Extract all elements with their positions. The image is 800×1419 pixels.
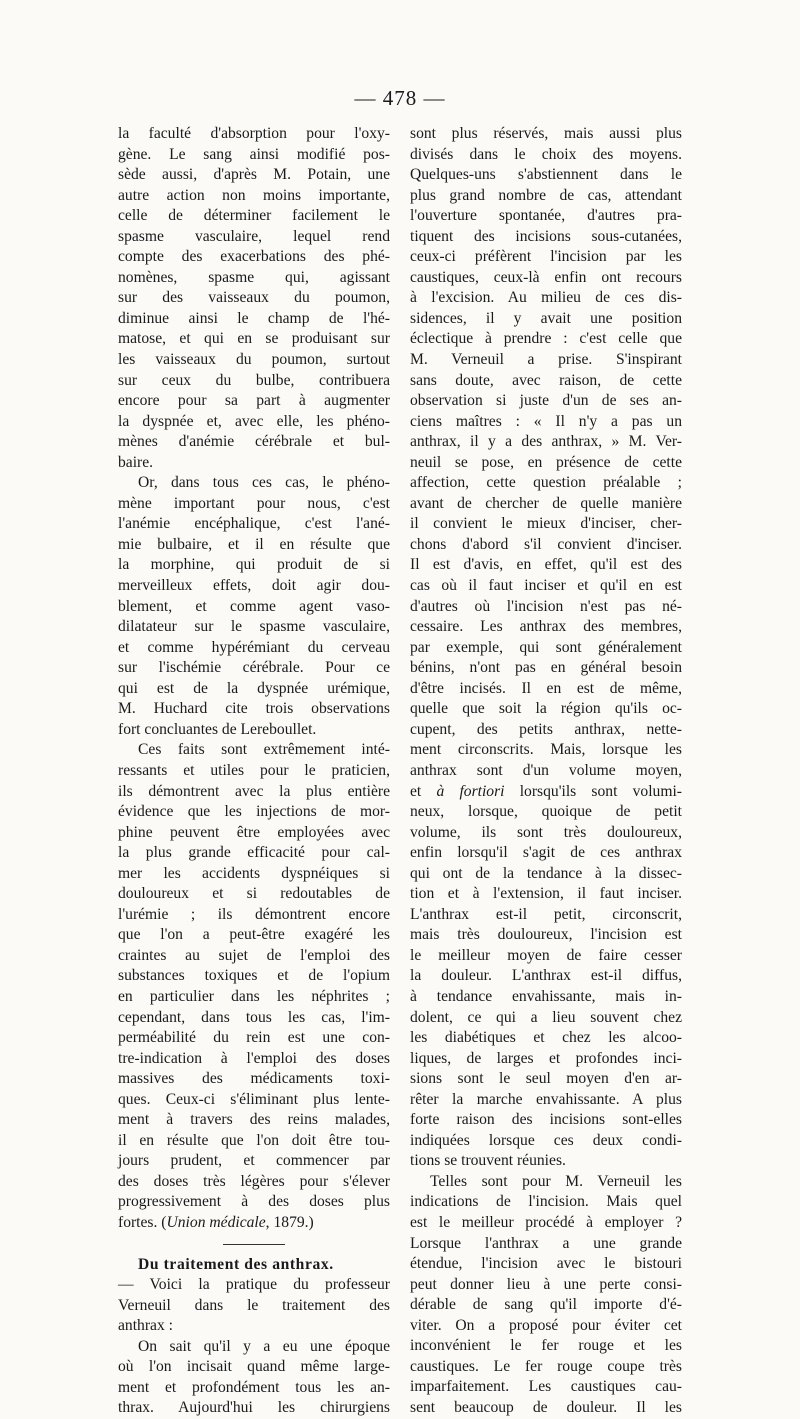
- text-line: anthrax, il y a des anthrax, » M. Ver-: [410, 433, 682, 451]
- text-line: quelle que soit la région qu'ils oc-: [410, 700, 682, 718]
- text-line: M. Huchard cite trois observations: [118, 700, 390, 718]
- text-line: l'urémie ; ils démontrent encore: [118, 905, 390, 923]
- text-line: par exemple, qui sont généralement: [410, 638, 682, 656]
- text-line: la morphine, qui produit de si: [118, 556, 390, 574]
- paragraph: [118, 124, 390, 473]
- section-divider: [223, 1244, 285, 1245]
- text-line: la dyspnée et, avec elle, les phéno-: [118, 412, 390, 430]
- text-line: anthrax sont d'un volume moyen,: [410, 761, 682, 779]
- text-line: et à fortiori lorsqu'ils sont volumi-: [410, 782, 682, 800]
- text-line: tiquent des incisions sous-cutanées,: [410, 227, 682, 245]
- paragraph: [118, 740, 390, 1213]
- text-line: neux, lorsque, quoique de petit: [410, 803, 682, 821]
- text-line: la plus grande efficacité pour cal-: [118, 844, 390, 862]
- text-line: mer les accidents dyspnéiques si: [118, 864, 390, 882]
- text-line: Il est d'avis, en effet, qu'il est des: [410, 556, 682, 574]
- text-line: observation si juste d'un de ses an-: [410, 392, 682, 410]
- page-number: — 478 —: [354, 86, 446, 110]
- text-line: perméabilité du rein est une con-: [118, 1029, 390, 1047]
- paragraph: [118, 473, 390, 740]
- text-line: cessaire. Les anthrax des membres,: [410, 618, 682, 636]
- text-line: tions se trouvent réunies.: [410, 1152, 566, 1170]
- text-line: diminue ainsi le champ de l'hé-: [118, 309, 390, 327]
- text-line: Lorsque l'anthrax a une grande: [410, 1234, 682, 1252]
- text-line: compte des exacerbations des phé-: [118, 248, 390, 266]
- text-line: à tendance envahissante, mais in-: [410, 987, 682, 1005]
- text-line: qui est de la dyspnée urémique,: [118, 679, 390, 697]
- text-line: matose, et qui en se produisant sur: [118, 330, 390, 348]
- text-line: d'autres où l'incision n'est pas né-: [410, 597, 682, 615]
- text-line: peut donner lieu à une perte consi-: [410, 1275, 682, 1293]
- text-line: craintes au sujet de l'emploi des: [118, 946, 390, 964]
- text-line: il en résulte que l'on doit être tou-: [118, 1131, 390, 1149]
- text-line: étendue, l'incision avec le bistouri: [410, 1255, 682, 1273]
- text-line: à l'excision. Au milieu de ces dis-: [410, 289, 682, 307]
- text-line: la douleur. L'anthrax est-il diffus,: [410, 967, 682, 985]
- text-line: indications de l'incision. Mais quel: [410, 1193, 682, 1211]
- text-line: autre action non moins importante,: [118, 186, 390, 204]
- text-line: sède aussi, d'après M. Potain, une: [118, 166, 390, 184]
- text-line: cependant, dans tous les cas, l'im-: [118, 1008, 390, 1026]
- text-line: anthrax :: [118, 1317, 173, 1335]
- text-line: celle de déterminer facilement le: [118, 207, 390, 225]
- text-line: progressivement à des doses plus: [118, 1193, 390, 1211]
- text-line: thrax. Aujourd'hui les chirurgiens: [118, 1399, 390, 1417]
- text-line: caustiques. Le fer rouge coupe très: [410, 1357, 682, 1375]
- text-line: tre-indication à l'emploi des doses: [118, 1049, 390, 1067]
- text-line: dilatateur sur le spasme vasculaire,: [118, 618, 390, 636]
- text-line: sur l'ischémie cérébrale. Pour ce: [118, 659, 390, 677]
- paragraph: [410, 124, 682, 782]
- text-line: indiquées lorsque ces deux condi-: [410, 1131, 682, 1149]
- citation-line: fortes. (Union médicale, 1879.): [118, 1213, 314, 1231]
- text-line: sions sont le seul moyen d'en ar-: [410, 1070, 682, 1088]
- text-line: la faculté d'absorption pour l'oxy-: [118, 125, 390, 142]
- text-line: mie bulbaire, et il en résulte que: [118, 535, 390, 553]
- text-line: et comme hypérémiant du cerveau: [118, 638, 390, 656]
- text-line: sur ceux du bulbe, contribuera: [118, 371, 390, 389]
- paragraph: [410, 1172, 682, 1419]
- text-line: — Voici la pratique du professeur: [118, 1276, 390, 1294]
- text-line: neuil se pose, en présence de cette: [410, 453, 682, 471]
- text-line: qui ont de la tendance à la dissec-: [410, 864, 682, 882]
- text-line: massives des médicaments toxi-: [118, 1070, 390, 1088]
- text-line: où l'on incisait quand même large-: [118, 1358, 390, 1376]
- text-line: L'anthrax est-il petit, circonscrit,: [410, 905, 682, 923]
- text-line: sont plus réservés, mais aussi plus: [410, 125, 682, 142]
- text-line: mènes d'anémie cérébrale et bul-: [118, 433, 390, 451]
- text-line: viter. On a proposé pour éviter cet: [410, 1316, 682, 1334]
- text-line: cupent, des petits anthrax, nette-: [410, 720, 682, 738]
- text-line: gène. Le sang ainsi modifié pos-: [118, 145, 390, 163]
- text-line: volume, ils sont très douloureux,: [410, 823, 682, 841]
- text-line: imparfaitement. Les caustiques cau-: [410, 1378, 682, 1396]
- text-line: jours prudent, et commencer par: [118, 1152, 390, 1170]
- text-line: ment et profondément tous les an-: [118, 1378, 390, 1396]
- text-line: les vaisseaux du poumon, surtout: [118, 351, 390, 369]
- text-line: plus grand nombre de cas, attendant: [410, 186, 682, 204]
- text-line: que l'on a peut-être exagéré les: [118, 926, 390, 944]
- citation-source: Union médicale: [166, 1213, 266, 1231]
- text-line: affection, cette question préalable ;: [410, 474, 682, 492]
- text-line: Verneuil dans le traitement des: [118, 1296, 390, 1314]
- left-column: [118, 124, 390, 1419]
- text-line: mais très douloureux, l'incision est: [410, 926, 682, 944]
- text-line: baire.: [118, 453, 154, 471]
- italic-phrase: à fortiori: [436, 782, 505, 800]
- text-line: il convient le mieux d'inciser, cher-: [410, 515, 682, 533]
- text-line: d'être incisés. Il en est de même,: [410, 679, 682, 697]
- text-line: ques. Ceux-ci s'éliminant plus lente-: [118, 1090, 390, 1108]
- text-line: ceux-ci préfèrent l'incision par les: [410, 248, 682, 266]
- text-line: l'anémie encéphalique, c'est l'ané-: [118, 515, 390, 533]
- text-line: en particulier dans les néphrites ;: [118, 987, 390, 1005]
- text-line: encore pour sa part à augmenter: [118, 392, 390, 410]
- text-line: sur des vaisseaux du poumon,: [118, 289, 390, 307]
- text-line: sidences, il y avait une position: [410, 309, 682, 327]
- text-line: Or, dans tous ces cas, le phéno-: [138, 474, 390, 492]
- text-line: spasme vasculaire, lequel rend: [118, 227, 390, 245]
- text-line: sans doute, avec raison, de cette: [410, 371, 682, 389]
- text-line: rêter la marche envahissante. A plus: [410, 1090, 682, 1108]
- text-line: fort concluantes de Lereboullet.: [118, 720, 317, 738]
- text-line: dolent, ce qui a lieu souvent chez: [410, 1008, 682, 1026]
- text-line: inconvénient le fer rouge et les: [410, 1337, 682, 1355]
- text-line: liques, de larges et profondes inci-: [410, 1049, 682, 1067]
- text-line: phine peuvent être employées avec: [118, 823, 390, 841]
- text-line: les diabétiques et chez les alcoo-: [410, 1029, 682, 1047]
- text-line: enfin lorsqu'il s'agit de ces anthrax: [410, 844, 682, 862]
- text-line: mène important pour nous, c'est: [118, 494, 390, 512]
- text-line: ils démontrent avec la plus entière: [118, 782, 390, 800]
- text-line: dérable de sang qu'il importe d'é-: [410, 1296, 682, 1314]
- text-line: substances toxiques et de l'opium: [118, 967, 390, 985]
- text-line: ciens maîtres : « Il n'y a pas un: [410, 412, 682, 430]
- text-line: est le meilleur procédé à employer ?: [410, 1213, 682, 1231]
- text-line: On sait qu'il y a eu une époque: [138, 1337, 390, 1355]
- text-line: bénins, n'ont pas en général besoin: [410, 659, 682, 677]
- text-line: éclectique à prendre : c'est celle que: [410, 330, 682, 348]
- text-line: Telles sont pour M. Verneuil les: [430, 1172, 682, 1190]
- text-line: nomènes, spasme qui, agissant: [118, 268, 390, 286]
- text-line: forte raison des incisions sont-elles: [410, 1111, 682, 1129]
- text-line: caustiques, ceux-là enfin ont recours: [410, 268, 682, 286]
- text-line: ment circonscrits. Mais, lorsque les: [410, 741, 682, 759]
- text-line: ressants et utiles pour le praticien,: [118, 761, 390, 779]
- section-heading: Du traitement des anthrax.: [138, 1255, 334, 1273]
- text-line: l'ouverture spontanée, d'autres pra-: [410, 207, 682, 225]
- text-line: Ces faits sont extrêmement inté-: [138, 741, 390, 759]
- text-line: blement, et comme agent vaso-: [118, 597, 390, 615]
- text-line: M. Verneuil a prise. S'inspirant: [410, 351, 682, 369]
- text-line: douloureux et si redoutables de: [118, 885, 390, 903]
- text-line: merveilleux effets, doit agir dou-: [118, 577, 390, 595]
- text-line: cas où il faut inciser et qu'il en est: [410, 577, 682, 595]
- text-line: Quelques-uns s'abstiennent dans le: [410, 166, 682, 184]
- text-line: ment à travers des reins malades,: [118, 1111, 390, 1129]
- text-line: évidence que les injections de mor-: [118, 803, 390, 821]
- text-line: le meilleur moyen de faire cesser: [410, 946, 682, 964]
- text-line: tion et à l'extension, il faut inciser.: [410, 885, 682, 903]
- right-column: [410, 124, 682, 1418]
- text-line: avant de chercher de quelle manière: [410, 494, 682, 512]
- text-line: des doses très légères pour s'élever: [118, 1172, 390, 1190]
- paragraph: [118, 1275, 390, 1337]
- paragraph: [410, 802, 682, 1172]
- text-line: sent beaucoup de douleur. Il les: [410, 1398, 682, 1416]
- text-line: chons d'abord s'il convient d'inciser.: [410, 535, 682, 553]
- text-line: divisés dans le choix des moyens.: [410, 145, 682, 163]
- paragraph: [118, 1337, 390, 1419]
